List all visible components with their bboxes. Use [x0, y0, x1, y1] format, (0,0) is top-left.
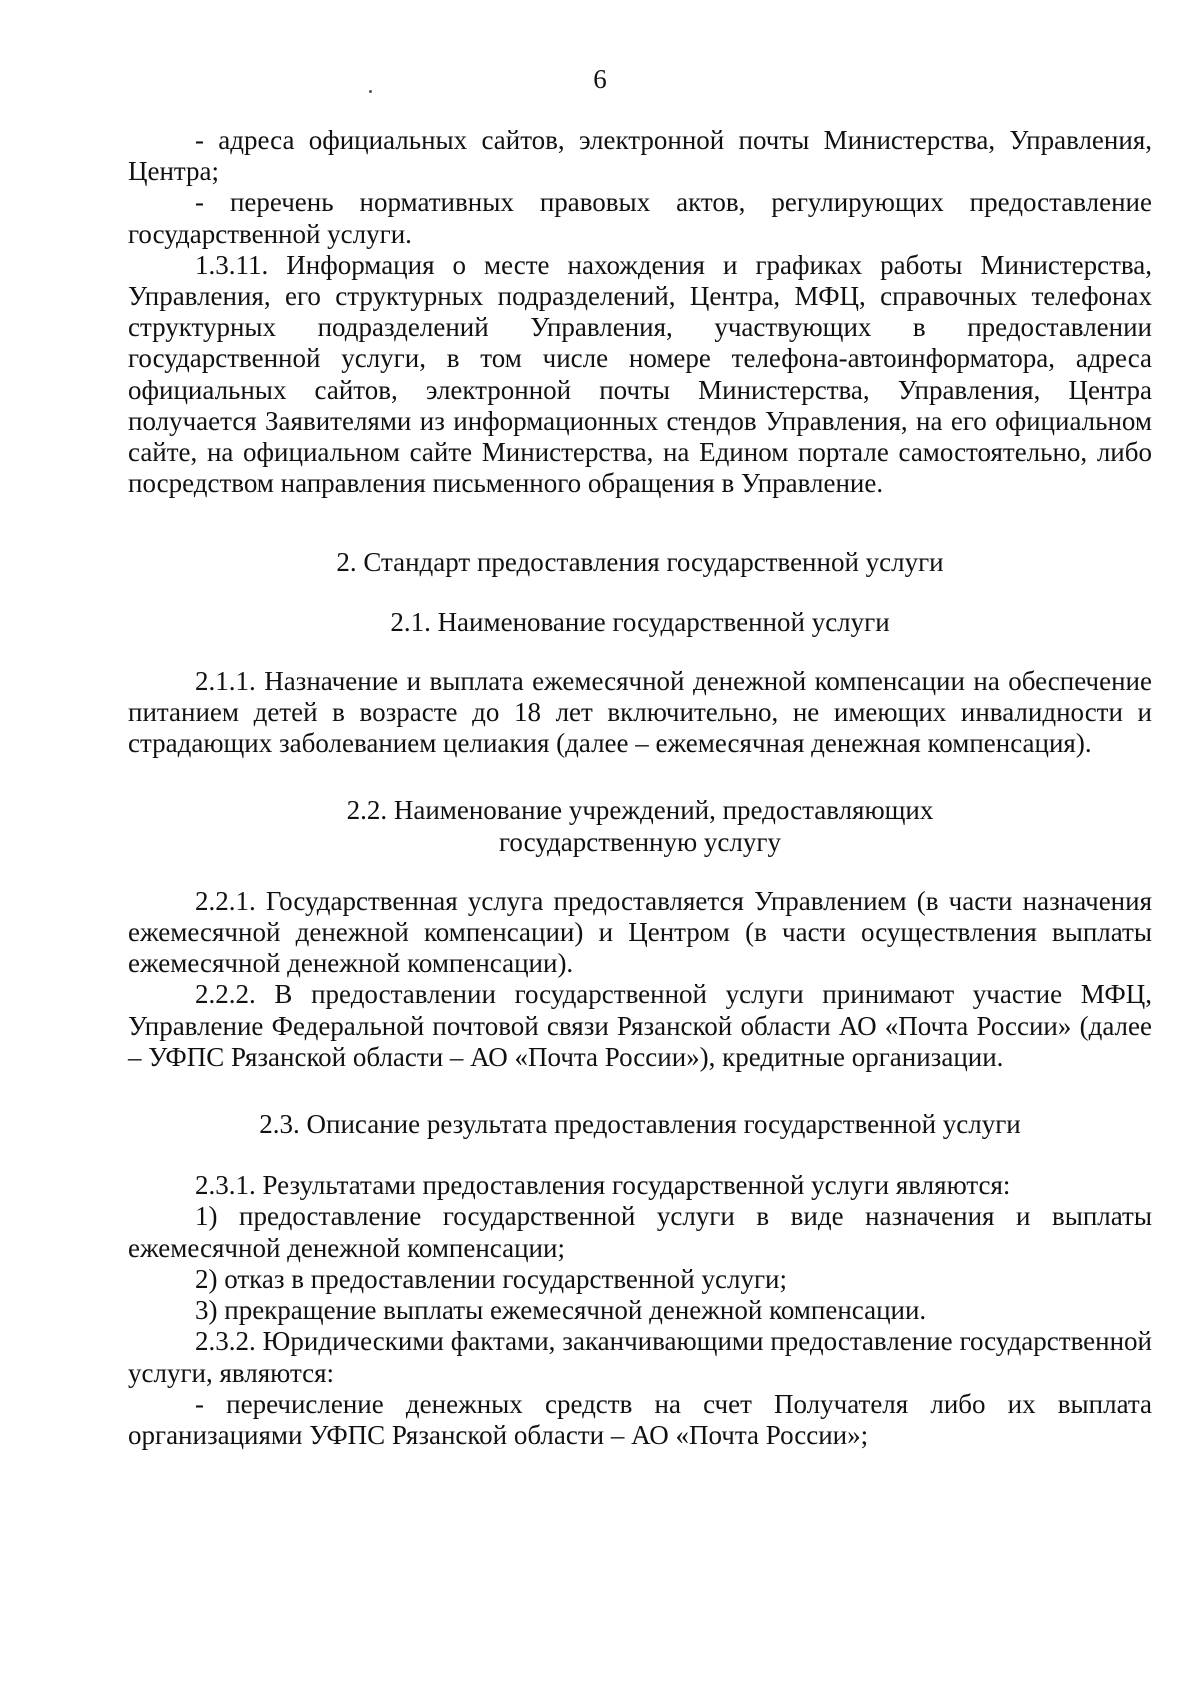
- document-body: [128, 125, 1152, 1451]
- paragraph-1-3-11: 1.3.11. Информация о месте нахождения и графиках работы Министерства, Управления, его структурных подразделений, Центра, МФЦ, справочных телефонах структурных подразделений Управления, участвующих в предоставлении государственной услуги, в том числе номере телефона-автоинформатора, адреса официальных сайтов, электронной почты Министерства, Управления, Центра получается Заявителями из информационных стендов Управления, на его официальном сайте, на официальном сайте Министерства, на Едином портале самостоятельно, либо посредством направления письменного обращения в Управление.: [128, 249, 1152, 499]
- section-2-2-title-line1: 2.2. Наименование учреждений, предоставляющих: [346, 795, 934, 826]
- paragraph-2-1-1: 2.1.1. Назначение и выплата ежемесячной денежной компенсации на обеспечение питанием детей в возрасте до 18 лет включительно, не имеющих инвалидности и страдающих заболеванием целиакия (далее – ежемесячная денежная компенсация).: [128, 665, 1152, 759]
- paragraph-legal-acts: - перечень нормативных правовых актов, регулирующих предоставление государственной услуги.: [128, 187, 1152, 249]
- paragraph-result-2: 2) отказ в предоставлении государственной услуги;: [195, 1263, 787, 1294]
- section-2-1-title: 2.1. Наименование государственной услуги: [390, 606, 890, 637]
- section-2-2-title-line2: государственную услугу: [499, 826, 781, 857]
- paragraph-result-1: 1) предоставление государственной услуги в виде назначения и выплаты ежемесячной денежной компенсации;: [128, 1201, 1152, 1263]
- section-2-title: 2. Стандарт предоставления государственной услуги: [336, 547, 944, 578]
- paragraph-result-3: 3) прекращение выплаты ежемесячной денежной компенсации.: [195, 1295, 927, 1326]
- paragraph-transfer: - перечисление денежных средств на счет Получателя либо их выплата организациями УФПС Рязанской области – АО «Почта России»;: [128, 1388, 1152, 1450]
- section-2-3-title: 2.3. Описание результата предоставления государственной услуги: [259, 1109, 1021, 1140]
- paragraph-websites: - адреса официальных сайтов, электронной почты Министерства, Управления, Центра;: [128, 125, 1152, 187]
- paragraph-2-2-2: 2.2.2. В предоставлении государственной услуги принимают участие МФЦ, Управление Федеральной почтовой связи Рязанской области АО «Почта России» (далее – УФПС Рязанской области – АО «Почта России»), кредитные организации.: [128, 979, 1152, 1072]
- paragraph-2-3-2: 2.3.2. Юридическими фактами, заканчивающими предоставление государственной услуги, являются:: [128, 1326, 1152, 1388]
- section-2-2-title: [128, 795, 1152, 857]
- page-number: 6: [593, 64, 607, 94]
- paragraph-2-2-1: 2.2.1. Государственная услуга предоставляется Управлением (в части назначения ежемесячной денежной компенсации) и Центром (в части осуществления выплаты ежемесячной денежной компенсации).: [128, 885, 1152, 979]
- paragraph-2-3-1: 2.3.1. Результатами предоставления государственной услуги являются:: [195, 1170, 1011, 1201]
